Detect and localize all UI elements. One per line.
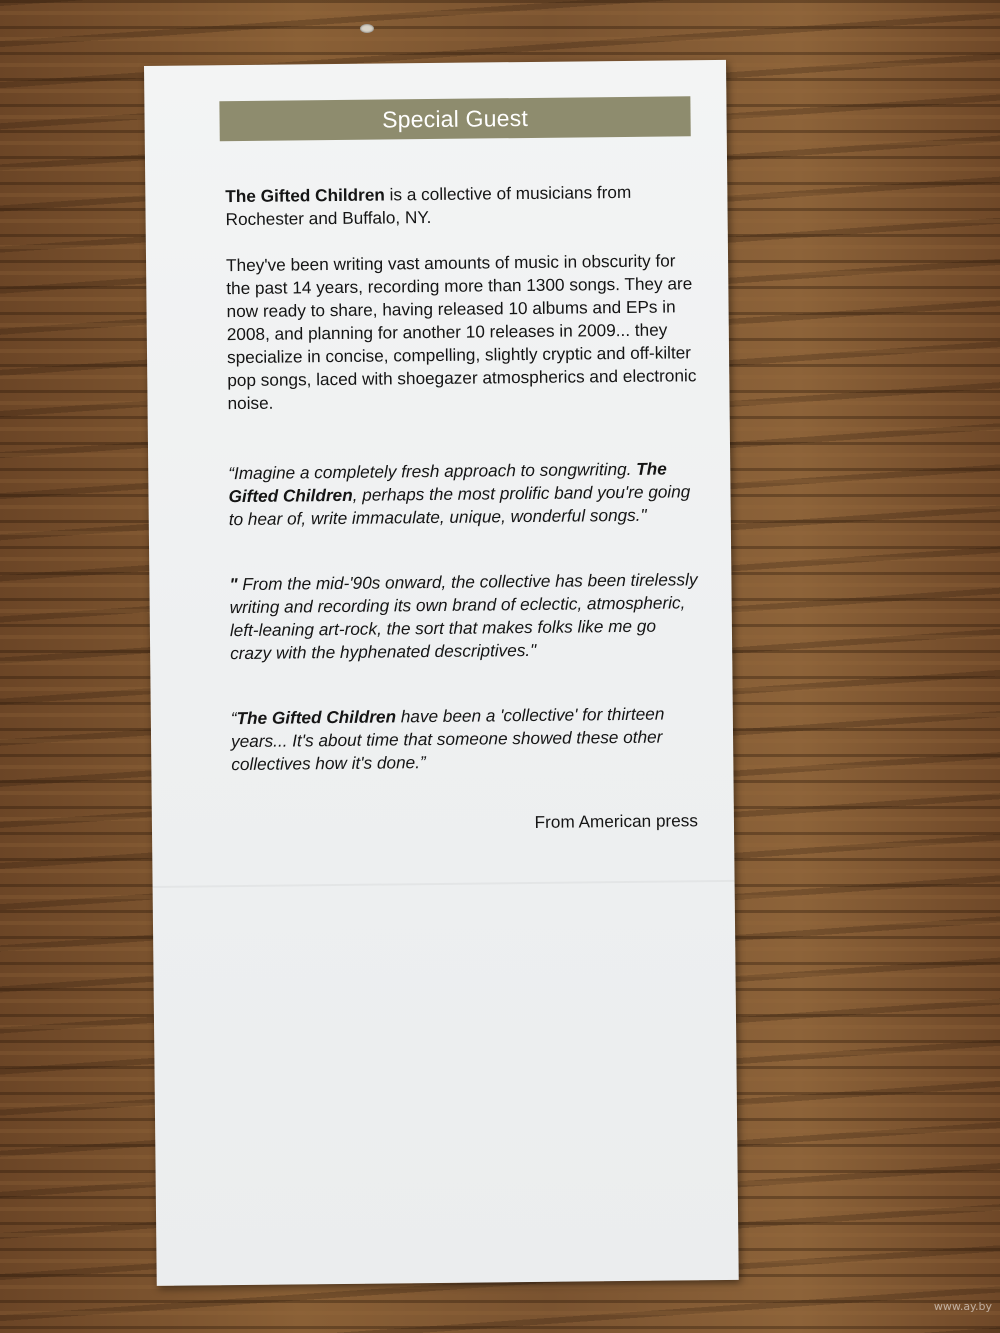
flyer-page xyxy=(144,60,739,1286)
quote-1-before: “Imagine a completely fresh approach to songwriting. xyxy=(228,458,637,484)
quote-3-open-mark: “ xyxy=(230,708,237,729)
watermark: www.ay.by xyxy=(933,1300,992,1313)
band-name: The Gifted Children xyxy=(225,184,385,207)
quote-3-band-name: The Gifted Children xyxy=(236,706,397,729)
press-quote-3 xyxy=(231,702,702,776)
intro-text: is a collective of musicians from Rochester and Buffalo, NY. xyxy=(225,181,632,230)
quote-1-band-name: The Gifted Children xyxy=(228,458,667,507)
quote-2-text: From the mid-'90s onward, the collective has been tirelessly writing and recording its own brand of eclectic, atmospheric, left-leaning art-rock, the sort that makes folks like me go crazy with the hyphenated descriptives." xyxy=(229,569,698,664)
quote-3-after: have been a 'collective' for thirteen years... It's about time that someone showed these other collectives how it's done.” xyxy=(230,703,665,775)
quote-1-after: , perhaps the most prolific band you're going to hear of, write immaculate, unique, wonderful songs." xyxy=(228,481,691,530)
banner-title: Special Guest xyxy=(382,104,529,133)
press-source: From American press xyxy=(534,810,699,832)
press-quote-1 xyxy=(228,457,699,531)
quote-2-open-mark: " xyxy=(229,574,238,595)
flyer-content xyxy=(225,180,702,837)
pin-hole xyxy=(360,24,374,33)
intro-paragraph xyxy=(225,180,695,231)
section-banner xyxy=(219,96,690,141)
press-quote-2 xyxy=(229,568,700,665)
history-paragraph: They've been writing vast amounts of music in obscurity for the past 14 years, recording more than 1300 songs. They are now ready to share, having released 10 albums and EPs in 2008, and planning for another 10 releases in 2009... they specialize in concise, compelling, slightly cryptic and off-kilter pop songs, laced with shoegazer atmospherics and electronic noise. xyxy=(225,250,697,414)
